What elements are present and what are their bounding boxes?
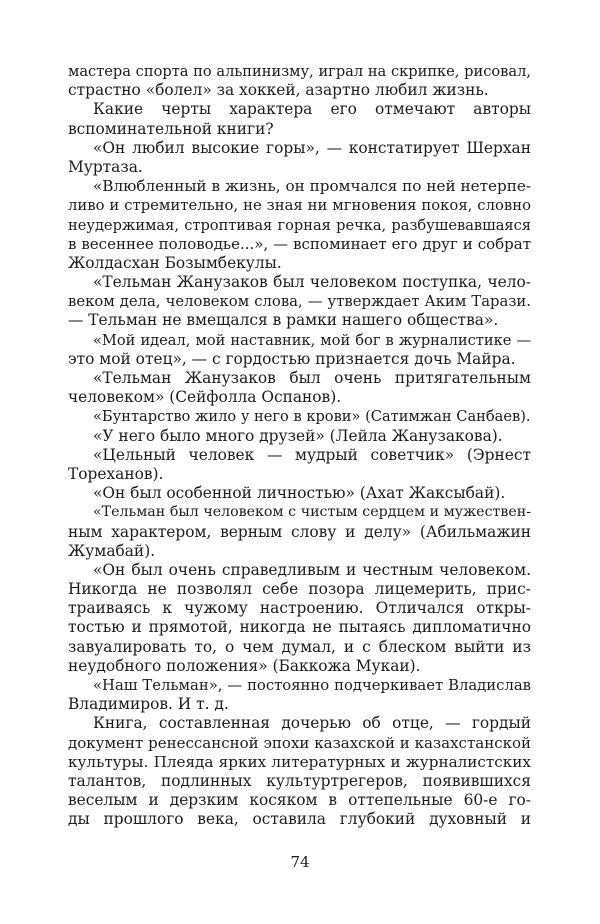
- text-line: в весеннее половодье...», — вспоминает его друг и собрат: [68, 234, 531, 253]
- page-number: 74: [290, 853, 310, 871]
- text-line: — Тельман не вмещался в рамки нашего общества».: [68, 311, 499, 330]
- text-line: «Он был очень справедливым и честным человеком.: [93, 560, 531, 579]
- text-line: «Влюбленный в жизнь, он промчался по ней нетерпе-: [93, 177, 531, 196]
- text-line: Тореханов).: [68, 464, 164, 483]
- text-line: «Он любил высокие горы», — констатирует Шерхан: [93, 138, 531, 157]
- text-line: культуры. Плеяда ярких литературных и журналистских: [68, 752, 531, 771]
- text-line: Владимиров. И т. д.: [68, 695, 229, 714]
- text-line: вспоминательной книги?: [68, 119, 274, 138]
- text-line: талантов, подлинных культуртрегеров, появившихся: [68, 771, 531, 790]
- text-line: Жумабай).: [68, 541, 156, 560]
- text-line: Какие черты характера его отмечают авторы: [93, 100, 531, 119]
- text-line: веселым и дерзким косяком в оттепельные 60-е го-: [68, 791, 531, 810]
- text-line: «Тельман был человеком с чистым сердцем и мужествен-: [93, 504, 531, 521]
- text-line: «Тельман Жанузаков был человеком поступка, чело-: [93, 273, 531, 292]
- text-line: мастера спорта по альпинизму, играл на скрипке, рисовал,: [68, 63, 531, 80]
- text-line: Книга, составленная дочерью об отце, — гордый: [93, 714, 531, 733]
- text-line: страстно «болел» за хоккей, азартно любил жизнь.: [68, 81, 489, 100]
- text-line: ды прошлого века, оставила глубокий духовный и: [68, 810, 531, 829]
- text-line: тостью и прямотой, никогда не пытаясь дипломатично: [68, 618, 531, 637]
- text-line: завуалировать то, о чем думал, и с блеском выйти из: [68, 637, 531, 656]
- text-line: «Мой идеал, мой наставник, мой бог в журналистике —: [93, 331, 531, 349]
- text-line: веком дела, человеком слова, — утверждает Аким Тарази.: [68, 293, 531, 311]
- text-line: «Он был особенной личностью» (Ахат Жаксыбай).: [93, 484, 506, 503]
- text-line: ливо и стремительно, не зная ни мгновения покоя, словно: [68, 197, 531, 215]
- text-line: неудержимая, строптивая горная речка, разбушевавшаяся: [68, 216, 531, 234]
- text-line: «Тельман Жанузаков был очень притягательным: [93, 369, 531, 387]
- text-line: это мой отец», — с гордостью признается дочь Майра.: [68, 349, 516, 368]
- text-line: документ ренессансной эпохи казахской и казахстанской: [68, 733, 531, 752]
- text-line: Муртаза.: [68, 157, 143, 176]
- text-line: траиваясь к чужому настроению. Отличался откры-: [68, 599, 531, 618]
- text-line: «Бунтарство жило у него в крови» (Сатимжан Санбаев).: [93, 408, 531, 426]
- text-line: «Наш Тельман», — постоянно подчеркивает Владислав: [93, 677, 531, 694]
- text-line: «У него было много друзей» (Лейла Жанузакова).: [93, 426, 503, 445]
- text-line: «Цельный человек — мудрый советчик» (Эрнест: [93, 445, 531, 464]
- text-line: неудобного положения» (Баккожа Мукаи).: [68, 656, 421, 675]
- text-line: ным характером, верным слову и делу» (Абильмажин: [68, 522, 531, 541]
- body-text: [68, 62, 531, 830]
- text-line: Жолдасхан Бозымбекулы.: [68, 253, 282, 272]
- text-line: Никогда не позволял себе позора лицемерить, прис-: [68, 580, 531, 599]
- text-line: человеком» (Сейфолла Оспанов).: [68, 388, 342, 407]
